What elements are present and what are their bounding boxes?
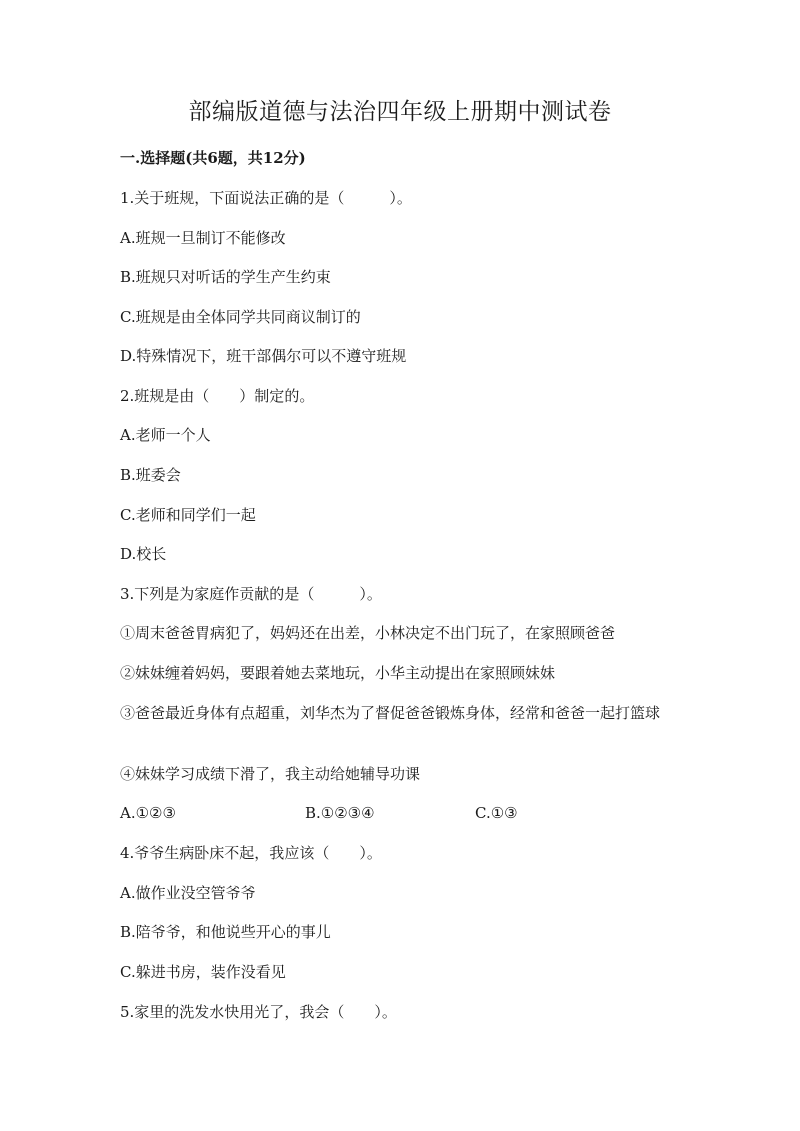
- question-2-option-c: C.老师和同学们一起: [120, 506, 256, 524]
- question-4-option-c: C.躲进书房，装作没看见: [120, 963, 286, 981]
- section-heading: 一.选择题(共6题，共12分): [120, 149, 306, 167]
- question-1-option-d: D.特殊情况下，班干部偶尔可以不遵守班规: [120, 347, 407, 365]
- question-1-option-a: A.班规一旦制订不能修改: [120, 229, 286, 247]
- question-3-options: [120, 802, 680, 824]
- question-3-stem: 3.下列是为家庭作贡献的是（ ）。: [120, 585, 382, 603]
- question-2-option-d: D.校长: [120, 545, 167, 563]
- page-title: 部编版道德与法治四年级上册期中测试卷: [188, 99, 612, 125]
- question-1-option-b: B.班规只对听话的学生产生约束: [120, 268, 331, 286]
- question-4-option-a: A.做作业没空管爷爷: [120, 884, 256, 902]
- question-4-option-b: B.陪爷爷，和他说些开心的事儿: [120, 923, 331, 941]
- question-3-item-1: ①周末爸爸胃病犯了，妈妈还在出差，小林决定不出门玩了，在家照顾爸爸: [120, 624, 616, 642]
- question-3-item-2: ②妹妹缠着妈妈，要跟着她去菜地玩，小华主动提出在家照顾妹妹: [120, 664, 556, 682]
- question-1-stem: 1.关于班规，下面说法正确的是（ ）。: [120, 189, 412, 207]
- question-3-option-a: A.①②③: [120, 804, 176, 822]
- question-3-option-c: C.①③: [475, 804, 518, 822]
- question-3-item-4: ④妹妹学习成绩下滑了，我主动给她辅导功课: [120, 765, 421, 783]
- question-3-option-b: B.①②③④: [305, 804, 375, 822]
- question-5-stem: 5.家里的洗发水快用光了，我会（ ）。: [120, 1003, 397, 1021]
- question-4-stem: 4.爷爷生病卧床不起，我应该（ ）。: [120, 844, 382, 862]
- question-2-option-b: B.班委会: [120, 466, 181, 484]
- question-2-option-a: A.老师一个人: [120, 426, 211, 444]
- question-3-item-3: ③爸爸最近身体有点超重，刘华杰为了督促爸爸锻炼身体，经常和爸爸一起打篮球: [120, 704, 661, 722]
- question-1-option-c: C.班规是由全体同学共同商议制订的: [120, 308, 361, 326]
- question-2-stem: 2.班规是由（ ）制定的。: [120, 387, 315, 405]
